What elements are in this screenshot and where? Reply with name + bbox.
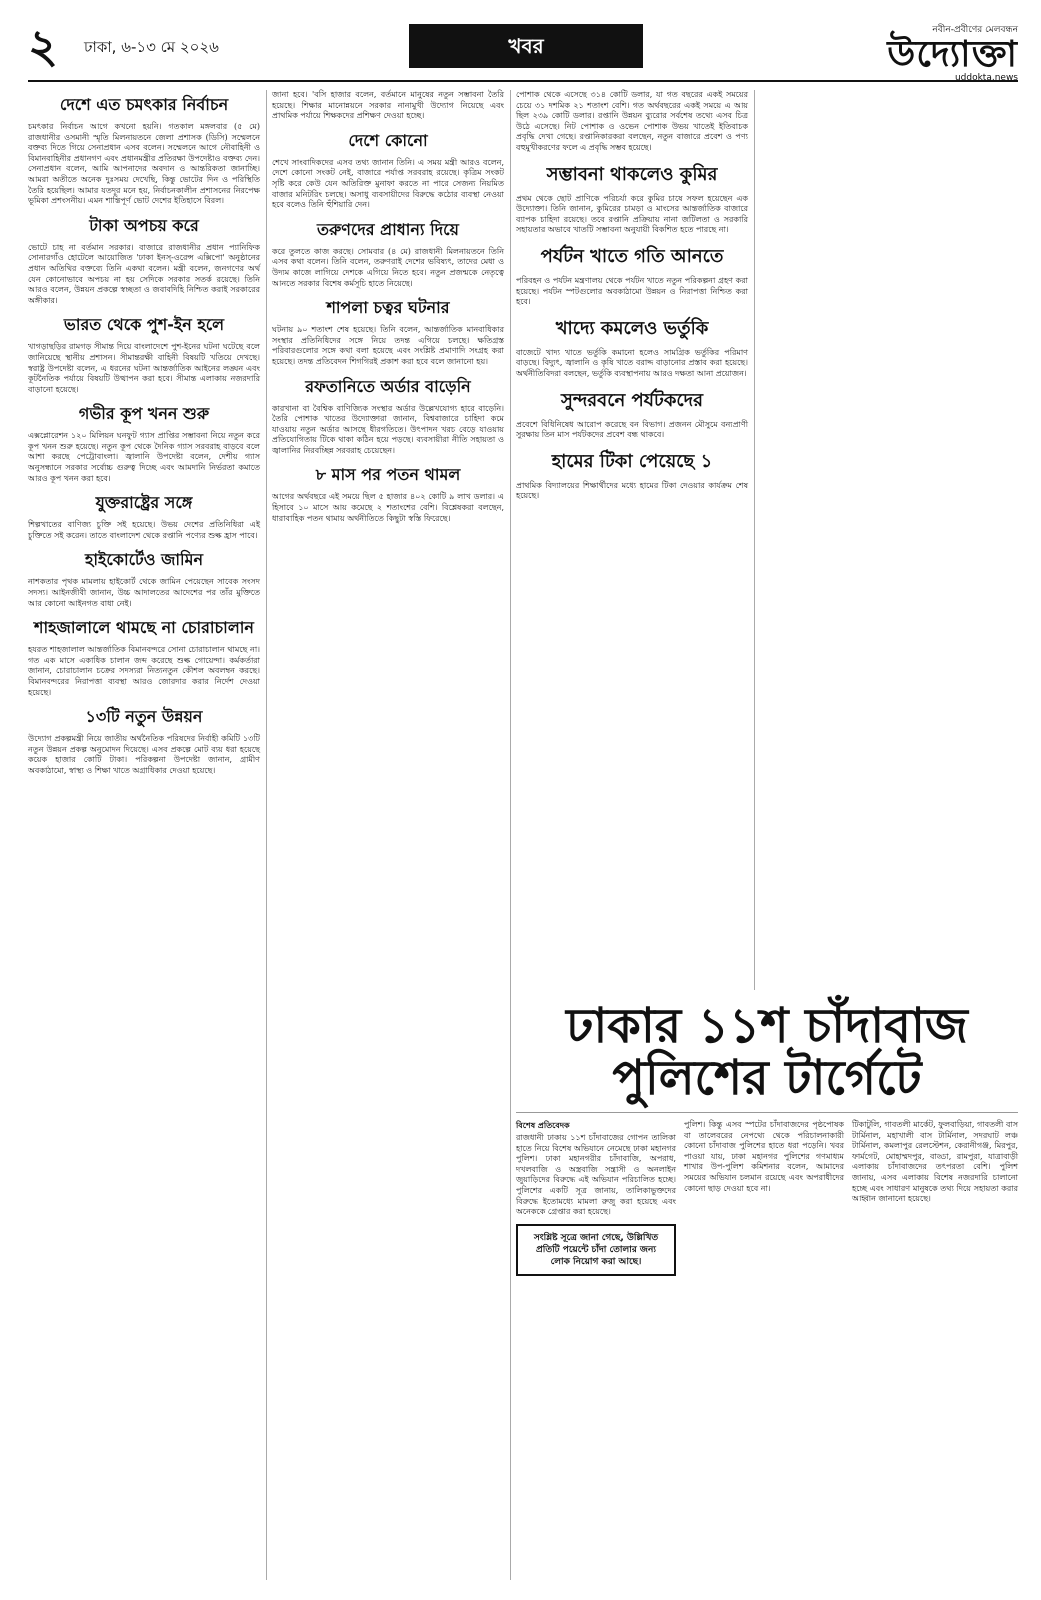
- news-story: [516, 386, 748, 441]
- news-story: [28, 704, 260, 776]
- masthead: [28, 19, 1018, 83]
- news-story: [516, 242, 748, 308]
- story-body: উদ্যোগ প্রকল্পমন্ত্রী নিয়ে জাতীয় অর্থনৈতিক পরিষদের নির্বাহী কমিটি ১৩টি নতুন উন্নয়ন প্রকল্প অনুমোদন দিয়েছে। এসব প্রকল্পে মোট ব্যয় ধরা হয়েছে কয়েক হাজার কোটি টাকা। পরিকল্পনা উপদেষ্টা জানান, গ্রামীণ অবকাঠামো, স্বাস্থ্য ও শিক্ষা খাতে অগ্রাধিকার দেওয়া হয়েছে।: [28, 734, 260, 775]
- news-story: [516, 447, 748, 502]
- news-story: [28, 490, 260, 541]
- story-headline: সুন্দরবনে পর্যটকদের: [560, 389, 704, 411]
- story-body: পরিবহন ও পর্যটন মন্ত্রণালয় থেকে পর্যটন খাতে নতুন পরিকল্পনা গ্রহণ করা হয়েছে। পর্যটন স্পটগুলোর অবকাঠামো উন্নয়ন ও নিরাপত্তা নিশ্চিত করা হবে।: [516, 275, 748, 307]
- story-body: ঘটনায় ৯০ শতাংশ শেষ হয়েছে। তিনি বলেন, আন্তর্জাতিক মানবাধিকার সংস্থার প্রতিনিধিদের সঙ্গে নিয়ে তদন্ত এগিয়ে চলছে। ক্ষতিগ্রস্ত পরিবারগুলোর সঙ্গে কথা বলা হয়েছে এবং সংশ্লিষ্ট প্রমাণাদি সংগ্রহ করা হয়েছে। তদন্ত প্রতিবেদন শিগগিরই প্রকাশ করা হবে বলে জানানো হয়।: [272, 325, 504, 366]
- story-headline: দেশে এত চমৎকার নির্বাচন: [59, 95, 229, 114]
- story-headline: গভীর কূপ খনন শুরু: [78, 404, 210, 424]
- news-story: [516, 90, 748, 154]
- story-headline: ভারত থেকে পুশ-ইন হলে: [63, 315, 225, 335]
- issue-date: ঢাকা, ৬-১৩ মে ২০২৬: [84, 38, 219, 56]
- story-body: বাজেটে খাদ্য খাতে ভর্তুকি কমানো হলেও সামগ্রিক ভর্তুকির পরিমাণ বাড়ছে। বিদ্যুৎ, জ্বালানি ও কৃষি খাতে বরাদ্দ বাড়ানোর প্রস্তাব করা হয়েছে। অর্থনীতিবিদরা বলছেন, ভর্তুকি ব্যবস্থাপনায় আরও দক্ষতা আনা প্রয়োজন।: [516, 347, 748, 378]
- lead-body-3: টিকাটুলি, গাবতলী মার্কেট, ফুলবাড়িয়া, গাবতলী বাস টার্মিনাল, মহাখালী বাস টার্মিনাল, সদরঘাট লঞ্চ টার্মিনাল, কমলাপুর রেলস্টেশন, কেরানীগঞ্জ, মিরপুর, ফার্মগেট, মোহাম্মদপুর, বাড্ডা, রামপুরা, যাত্রাবাড়ী এলাকায় চাঁদাবাজদের তৎপরতা বেশি। পুলিশ জানায়, এসব এলাকায় বিশেষ নজরদারি চালানো হচ্ছে এবং সাধারণ মানুষকে তথ্য দিয়ে সহায়তা করার আহ্বান জানানো হয়েছে।: [852, 1120, 1018, 1204]
- brand-name: উদ্যোক্তা: [887, 34, 1018, 75]
- lead-rule: [516, 1112, 1018, 1113]
- story-body: জানা হবে। 'বসি হাজার বলেন, বর্তমানে মানুষের নতুন সম্ভাবনা তৈরি হয়েছে। শিক্ষার মানোন্নয়নে সরকার নানামুখী উদ্যোগ নিয়েছে এবং প্রাথমিক পর্যায়ে শিক্ষকদের প্রশিক্ষণ দেওয়া হচ্ছে।: [272, 90, 504, 121]
- story-headline: হামের টিকা পেয়েছে ১: [551, 450, 713, 472]
- news-story: [28, 213, 260, 307]
- story-headline: যুক্তরাষ্ট্রের সঙ্গে: [95, 493, 193, 513]
- story-body: প্রথম থেকে ছোট প্রাণিকে পরিচর্যা করে কুমির চাষে সফল হয়েছেন এক উদ্যোক্তা। তিনি জানান, কুমিরের চামড়া ও মাংসের আন্তর্জাতিক বাজারে ব্যাপক চাহিদা রয়েছে। তবে রপ্তানি প্রক্রিয়ায় নানা জটিলতা ও সরকারি সহায়তার অভাবে খাতটি সম্ভাবনা অনুযায়ী বিকশিত হতে পারছে না।: [516, 193, 748, 235]
- story-headline: পর্যটন খাতে গতি আনতে: [540, 245, 724, 267]
- story-headline: তরুণদের প্রাধান্য দিয়ে: [317, 219, 459, 239]
- news-story: [28, 547, 260, 609]
- story-body: ভোটে চাহ না বর্তমান সরকার। বাজারে রাজধানীর প্রধান প্যানিফিক সোনারগাঁও হোটেলে আয়োজিত 'ঢাকা ইনস্-ওরেন্স এক্সিপো' অনুষ্ঠানের প্রধান অতিথির বক্তব্যে তিনি একথা বলেন। মন্ত্রী বলেন, জনগণের অর্থ যেন কোনোভাবে অপচয় না হয় সেদিকে সরকার সতর্ক রয়েছে। তিনি আরও বলেন, উন্নয়ন প্রকল্পে স্বচ্ছতা ও জবাবদিহি নিশ্চিত করাই সরকারের অঙ্গীকার।: [28, 242, 260, 305]
- story-body: নাশকতার পৃথক মামলায় হাইকোর্ট থেকে জামিন পেয়েছেন সাবেক সংসদ সদস্য। আইনজীবী জানান, উচ্চ আদালতের আদেশের পর তাঁর মুক্তিতে আর কোনো আইনগত বাধা নেই।: [28, 577, 260, 608]
- story-body: আগের অর্থবছরে এই সময়ে ছিল ৫ হাজার ৪০২ কোটি ৯ লাখ ডলার। এ হিসাবে ১০ মাসে আয় কমেছে ২ শতাংশের বেশি। বিশ্লেষকরা বলছেন, ধারাবাহিক পতন থামায় অর্থনীতিতে কিছুটা স্বস্তি ফিরেছে।: [272, 492, 504, 523]
- news-story: [272, 462, 504, 524]
- newspaper-logo: [813, 22, 1018, 83]
- news-story: [272, 217, 504, 289]
- news-story: [272, 374, 504, 457]
- news-story: [516, 314, 748, 380]
- brand-tagline: নবীন-প্রবীণের মেলবন্ধন: [932, 25, 1018, 35]
- story-headline: সম্ভাবনা থাকলেও কুমির: [546, 163, 718, 185]
- page-number: ২: [28, 19, 58, 73]
- column-1: [28, 90, 260, 783]
- story-headline: খাদ্যে কমলেও ভর্তুকি: [555, 317, 709, 339]
- column-divider: [510, 90, 511, 1580]
- brand-url: uddokta.news: [954, 73, 1018, 83]
- story-body: চমৎকার নির্বাচন আগে কখনো হয়নি। গতকাল মঙ্গলবার (৫ মে) রাজধানীর ওসমানী স্মৃতি মিলনায়তনে জেলা প্রশাসক (ডিসি) সম্মেলনে বক্তব্য দিতে গিয়ে সেনাপ্রধান এসব বলেন। সম্মেলনে আগে নৌবাহিনী ও বিমানবাহিনীর প্রধানগণ এবং প্রধানমন্ত্রীর প্রতিরক্ষা উপদেষ্টাও বক্তব্য দেন। সেনাপ্রধান বলেন, আমি আপনাদের অবদান ও আন্তরিকতা জানাচ্ছি। আমরা অতীতে অনেক দুঃসময় দেখেছি, কিন্তু ভোটের দিন ও পরিস্থিতি তৈরি হয়েছিল। আমার যতদূর মনে হয়, নির্বাচনকালীন প্রশাসনের নিরপেক্ষ ভূমিকা প্রশংসনীয়। এমন শান্তিপূর্ণ ভোট দেশের ইতিহাসে বিরল।: [28, 122, 260, 206]
- lead-body-1: রাজধানী ঢাকায় ১১শ চাঁদাবাজের গোপন তালিকা হাতে নিয়ে বিশেষ অভিযানে নেমেছে ঢাকা মহানগর পুলিশ। ঢাকা মহানগরীর চাঁদাবাজি, অপরাধ, দখলবাজি ও অস্ত্রবাজি সন্ত্রাসী ও অনলাইন জুয়াড়িদের বিরুদ্ধে এই অভিযান পরিচালিত হচ্ছে। পুলিশের একটি সূত্র জানায়, তালিকাভুক্তদের বিরুদ্ধে ইতোমধ্যে মামলা রুজু করা হয়েছে এবং অনেককে গ্রেপ্তার করা হয়েছে।: [516, 1133, 676, 1217]
- news-story: [516, 160, 748, 236]
- story-headline: শাহজালালে থামছে না চোরাচালান: [34, 618, 254, 638]
- lead-body-2: পুলিশ। কিন্তু এসব স্পটের চাঁদাবাজদের পৃষ্ঠপোষক বা তালেবরের নেপথ্যে থেকে পরিচালনাকারী কোনো চাঁদাবাজ পুলিশের হাতে ধরা পড়েনি। খবর পাওয়া যায়, ঢাকা মহানগর পুলিশের গণমাধ্যম শাখার উপ-পুলিশ কমিশনার বলেন, আমাদের সময়ের অভিযান চলমান রয়েছে এবং অপরাধীদের কোনো ছাড় দেওয়া হবে না।: [684, 1120, 844, 1193]
- section-title: খবর: [409, 24, 643, 68]
- pull-quote: সংশ্লিষ্ট সূত্রে জানা গেছে, উল্লিখিত প্রতিটি পয়েন্টে চাঁদা তোলার জন্য লোক নিয়োগ করা আছে।: [516, 1224, 676, 1276]
- news-story: [272, 128, 504, 211]
- news-story: [28, 92, 260, 207]
- news-story: [272, 90, 504, 122]
- story-body: এক্সপ্লোরেশন ১২০ মিলিয়ন ঘনফুট গ্যাস প্রাপ্তির সম্ভাবনা নিয়ে নতুন করে কূপ খনন শুরু হয়েছে। নতুন কূপ থেকে দৈনিক গ্যাস সরবরাহ বাড়বে বলে আশা করছে পেট্রোবাংলা। জ্বালানি উপদেষ্টা বলেন, দেশীয় গ্যাস অনুসন্ধানে সরকার সর্বোচ্চ গুরুত্ব দিচ্ছে এবং আমদানি নির্ভরতা কমাতে আরও কূপ খনন করা হবে।: [28, 431, 260, 483]
- story-body: শেখে সাংবাদিকদের এসব তথ্য জানান তিনি। এ সময় মন্ত্রী আরও বলেন, দেশে কোনো সংকট নেই, বাজারে পর্যাপ্ত সরবরাহ রয়েছে। কৃত্রিম সংকট সৃষ্টি করে কেউ যেন অতিরিক্ত মুনাফা করতে না পারে সেজন্য নিয়মিত বাজার মনিটরিং চলছে। অসাধু ব্যবসায়ীদের বিরুদ্ধে কঠোর ব্যবস্থা নেওয়া হবে বলেও তিনি হুঁশিয়ারি দেন।: [272, 157, 504, 210]
- story-headline: শাপলা চত্বর ঘটনার: [326, 298, 450, 318]
- column-divider: [266, 90, 267, 1580]
- story-body: কারখানা বা বৈশ্বিক বাণিজ্যিক সংস্থার অর্ডার উল্লেখযোগ্য হারে বাড়েনি। তৈরি পোশাক খাতের উদ্যোক্তারা জানান, বিশ্ববাজারে চাহিদা কমে যাওয়ায় নতুন অর্ডার আসছে ধীরগতিতে। উৎপাদন খরচ বেড়ে যাওয়ায় প্রতিযোগিতায় টিকে থাকা কঠিন হয়ে পড়ছে। ব্যবসায়ীরা নীতি সহায়তা ও জ্বালানির নিরবচ্ছিন্ন সরবরাহ চেয়েছেন।: [272, 403, 504, 455]
- story-headline: ৮ মাস পর পতন থামল: [315, 465, 461, 485]
- lead-headline: ঢাকার ১১শ চাঁদাবাজ পুলিশের টার্গেটে: [566, 998, 968, 1106]
- story-headline: ১৩টি নতুন উন্নয়ন: [85, 707, 203, 727]
- story-headline: দেশে কোনো: [348, 130, 428, 150]
- news-story: [28, 401, 260, 484]
- story-body: শিল্পখাতের বাণিজ্য চুক্তি সই হয়েছে। উভয় দেশের প্রতিনিধিরা এই চুক্তিতে সই করেন। তাতে বাংলাদেশ থেকে রপ্তানি পণ্যের শুল্ক হ্রাস পাবে।: [28, 520, 260, 540]
- column-divider: [754, 90, 755, 990]
- lead-column-3: [852, 1120, 1018, 1205]
- byline: বিশেষ প্রতিবেদক: [516, 1121, 570, 1130]
- column-3: [516, 90, 748, 508]
- story-headline: রফতানিতে অর্ডার বাড়েনি: [305, 376, 471, 396]
- news-story: [28, 312, 260, 395]
- story-body: করে তুলতে কাজ করছে। সোমবার (৪ মে) রাজধানী মিলনায়তনে তিনি এসব কথা বলেন। তিনি বলেন, তরুণরাই দেশের ভবিষ্যৎ, তাদের মেধা ও উদ্যম কাজে লাগিয়ে দেশকে এগিয়ে নিতে হবে। নতুন প্রজন্মকে নেতৃত্বে আনতে সরকার বিশেষ কর্মসূচি হাতে নিয়েছে।: [272, 246, 504, 288]
- story-headline: হাইকোর্টেও জামিন: [84, 550, 204, 570]
- news-story: [272, 295, 504, 367]
- story-body: খাগড়াছড়ির রামগড় সীমান্ত দিয়ে বাংলাদেশে পুশ-ইনের ঘটনা ঘটেছে বলে জানিয়েছে স্থানীয় প্রশাসন। সীমান্তরক্ষী বাহিনী বিষয়টি খতিয়ে দেখছে। স্বরাষ্ট্র উপদেষ্টা বলেন, এ ধরনের ঘটনা আন্তর্জাতিক আইনের লঙ্ঘন এবং কূটনৈতিক পর্যায়ে বিষয়টি উত্থাপন করা হবে। সীমান্ত এলাকায় নজরদারি বাড়ানো হয়েছে।: [28, 342, 260, 394]
- news-story: [28, 615, 260, 698]
- lead-column-1: [516, 1120, 676, 1282]
- story-body: প্রবেশে বিধিনিষেধ আরোপ করেছে বন বিভাগ। প্রজনন মৌসুমে বন্যপ্রাণী সুরক্ষায় তিন মাস পর্যটকদের প্রবেশ বন্ধ থাকবে।: [516, 419, 748, 440]
- story-headline: টাকা অপচয় করে: [89, 215, 199, 235]
- story-body: প্রাথমিক বিদ্যালয়ের শিক্ষার্থীদের মধ্যে হামের টিকা দেওয়ার কার্যক্রম শেষ হয়েছে।: [516, 480, 748, 501]
- story-body: পোশাক থেকে এসেছে ৩১৪ কোটি ডলার, যা গত বছরের একই সময়ের চেয়ে ৩১ দশমিক ২১ শতাংশ বেশি। গত অর্থবছরের একই সময়ে এ আয় ছিল ২৩৯ কোটি ডলার। রপ্তানি উন্নয়ন ব্যুরোর সর্বশেষ তথ্যে এসব চিত্র উঠে এসেছে। নিট পোশাক ও ওভেন পোশাক উভয় খাতেই ইতিবাচক প্রবৃদ্ধি দেখা গেছে। রপ্তানিকারকরা বলছেন, নতুন বাজারে প্রবেশ ও পণ্য বহুমুখীকরণের ফলে এ প্রবৃদ্ধি সম্ভব হয়েছে।: [516, 90, 748, 152]
- lead-column-2: [684, 1120, 844, 1194]
- story-body: হযরত শাহজালাল আন্তর্জাতিক বিমানবন্দরে সোনা চোরাচালান থামছে না। গত এক মাসে একাধিক চালান জব্দ করেছে শুল্ক গোয়েন্দা। কর্মকর্তারা জানান, চোরাচালান চক্রের সদস্যরা নিত্যনতুন কৌশল অবলম্বন করছে। বিমানবন্দরের নিরাপত্তা ব্যবস্থা আরও জোরদার করার নির্দেশ দেওয়া হয়েছে।: [28, 645, 260, 697]
- column-2: [272, 90, 504, 530]
- header-rule: [28, 80, 1018, 82]
